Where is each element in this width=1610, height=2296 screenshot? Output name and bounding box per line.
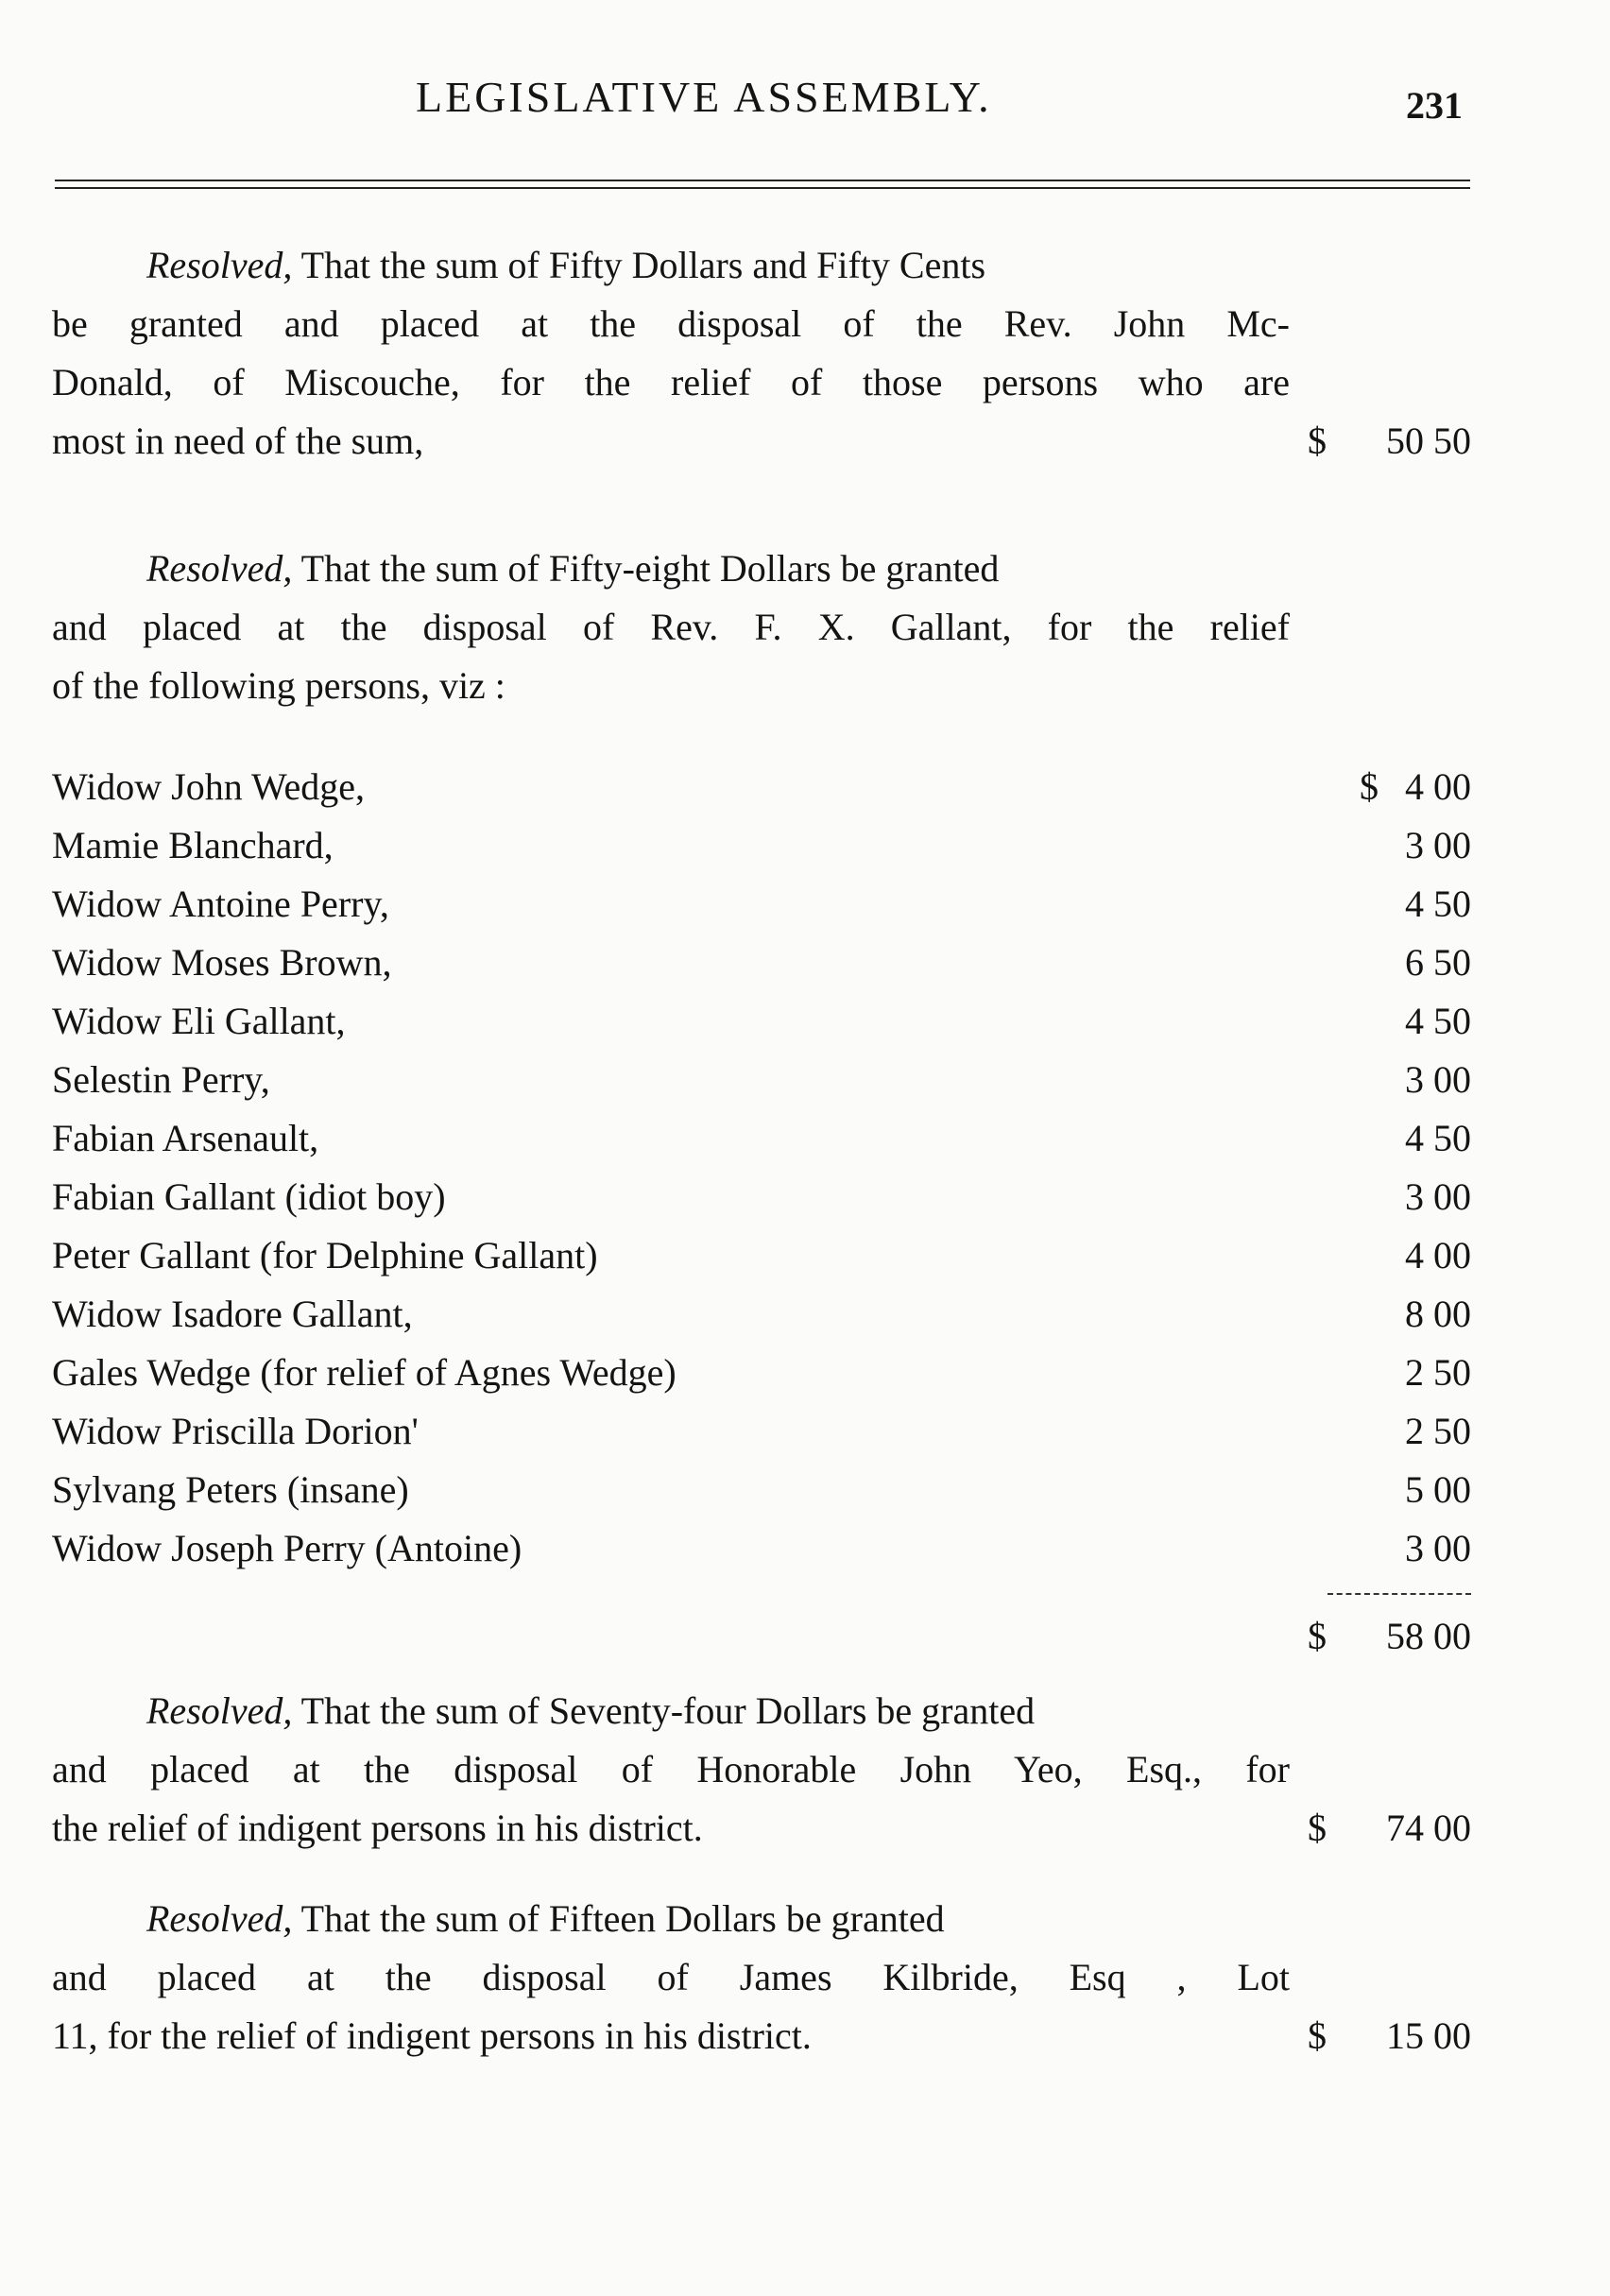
relief-list-total: $ 58 00	[1308, 1615, 1471, 1657]
list-item: Widow John Wedge, $ 4 00	[52, 765, 1471, 808]
page-header-title: LEGISLATIVE ASSEMBLY.	[416, 73, 992, 121]
header-rule-bottom	[55, 187, 1470, 189]
resolved-label: Resolved,	[146, 547, 293, 590]
resolution-4-line-3: 11, for the relief of indigent persons in his district.	[52, 2014, 812, 2057]
resolution-1-line-2: be granted and placed at the disposal of the Rev. John Mc-	[52, 302, 1290, 345]
resolution-3-amount: $ 74 00	[1308, 1807, 1471, 1849]
list-item: Mamie Blanchard, 3 00	[52, 824, 1471, 866]
list-item: Sylvang Peters (insane) 5 00	[52, 1468, 1471, 1511]
resolution-2-line-1: Resolved, That the sum of Fifty-eight Dollars be granted	[146, 547, 1000, 590]
resolution-1-line-1: Resolved, That the sum of Fifty Dollars and Fifty Cents	[146, 244, 986, 286]
resolution-4-line-1: Resolved, That the sum of Fifteen Dollars be granted	[146, 1897, 945, 1940]
list-item: Peter Gallant (for Delphine Gallant) 4 00	[52, 1234, 1471, 1277]
resolution-3-line-2: and placed at the disposal of Honorable John Yeo, Esq., for	[52, 1748, 1290, 1791]
list-item: Fabian Gallant (idiot boy) 3 00	[52, 1175, 1471, 1218]
resolution-2	[52, 540, 1290, 715]
list-item: Gales Wedge (for relief of Agnes Wedge) 2 50	[52, 1351, 1471, 1394]
resolution-3-line-1: Resolved, That the sum of Seventy-four Dollars be granted	[146, 1689, 1036, 1732]
total-rule	[1327, 1593, 1471, 1595]
resolution-4-amount: $ 15 00	[1308, 2014, 1471, 2057]
header-rule-top	[55, 180, 1470, 181]
list-item: Fabian Arsenault, 4 50	[52, 1117, 1471, 1159]
list-item: Widow Joseph Perry (Antoine) 3 00	[52, 1527, 1471, 1569]
list-item: Widow Priscilla Dorion' 2 50	[52, 1410, 1471, 1452]
list-item: Widow Moses Brown, 6 50	[52, 941, 1471, 984]
page-number: 231	[1406, 84, 1463, 127]
list-item: Widow Antoine Perry, 4 50	[52, 882, 1471, 925]
resolution-1	[52, 236, 1290, 471]
resolution-3	[52, 1682, 1290, 1858]
list-item: Widow Eli Gallant, 4 50	[52, 1000, 1471, 1042]
list-item: Widow Isadore Gallant, 8 00	[52, 1293, 1471, 1335]
resolution-1-line-3: Donald, of Miscouche, for the relief of those persons who are	[52, 361, 1290, 403]
resolution-4	[52, 1890, 1290, 2065]
resolution-1-line-4: most in need of the sum,	[52, 420, 424, 462]
resolved-label: Resolved,	[146, 244, 293, 286]
resolved-label: Resolved,	[146, 1897, 293, 1940]
resolution-2-line-2: and placed at the disposal of Rev. F. X. Gallant, for the relief	[52, 606, 1290, 648]
resolved-label: Resolved,	[146, 1689, 293, 1732]
resolution-1-amount: $ 50 50	[1308, 420, 1471, 462]
resolution-4-line-2: and placed at the disposal of James Kilbride, Esq , Lot	[52, 1956, 1290, 1998]
resolution-3-line-3: the relief of indigent persons in his district.	[52, 1807, 703, 1849]
list-item: Selestin Perry, 3 00	[52, 1058, 1471, 1101]
resolution-2-line-3: of the following persons, viz :	[52, 664, 505, 707]
